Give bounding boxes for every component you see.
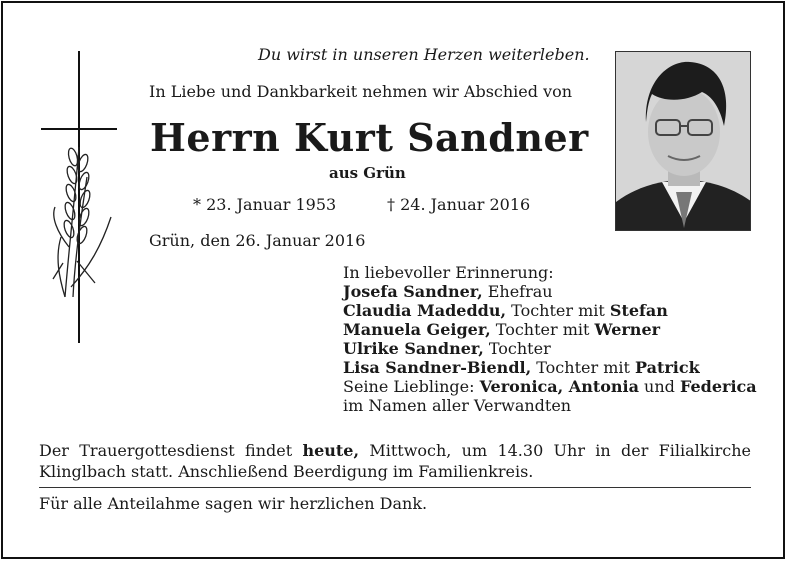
family-list [343,263,757,415]
family-grandchildren-line: Seine Lieblinge: Veronica, Antonia und Federica [343,377,757,396]
family-heading: In liebevoller Erinnerung: [343,263,554,282]
place-date: Grün, den 26. Januar 2016 [149,231,366,250]
thanks-line: Für alle Anteilahme sagen wir herzlichen Dank. [39,494,428,513]
deceased-name: Herrn Kurt Sandner [150,115,589,160]
family-member-line: Manuela Geiger, Tochter mit Werner [343,320,661,339]
death-date: † 24. Januar 2016 [387,195,531,214]
family-member-line: Claudia Madeddu, Tochter mit Stefan [343,301,668,320]
motto: Du wirst in unseren Herzen weiterleben. [258,45,590,64]
divider [39,487,751,488]
intro-line: In Liebe und Dankbarkeit nehmen wir Abschied von [149,82,573,101]
origin: aus Grün [329,164,406,182]
cross-with-wheat-icon [39,47,119,345]
family-member-line: Ulrike Sandner, Tochter [343,339,551,358]
family-closing-line: im Namen aller Verwandten [343,396,572,415]
family-member-line: Josefa Sandner, Ehefrau [343,282,553,301]
family-member-line: Lisa Sandner-Biendl, Tochter mit Patrick [343,358,700,377]
portrait-photo [615,51,751,231]
service-notice: Der Trauergottesdienst findet heute, Mittwoch, um 14.30 Uhr in der Filialkirche Klinglbach statt. Anschließend Beerdigung im Familienkreis. [39,441,751,481]
obituary-card [1,1,785,559]
birth-date: * 23. Januar 1953 [193,195,337,214]
